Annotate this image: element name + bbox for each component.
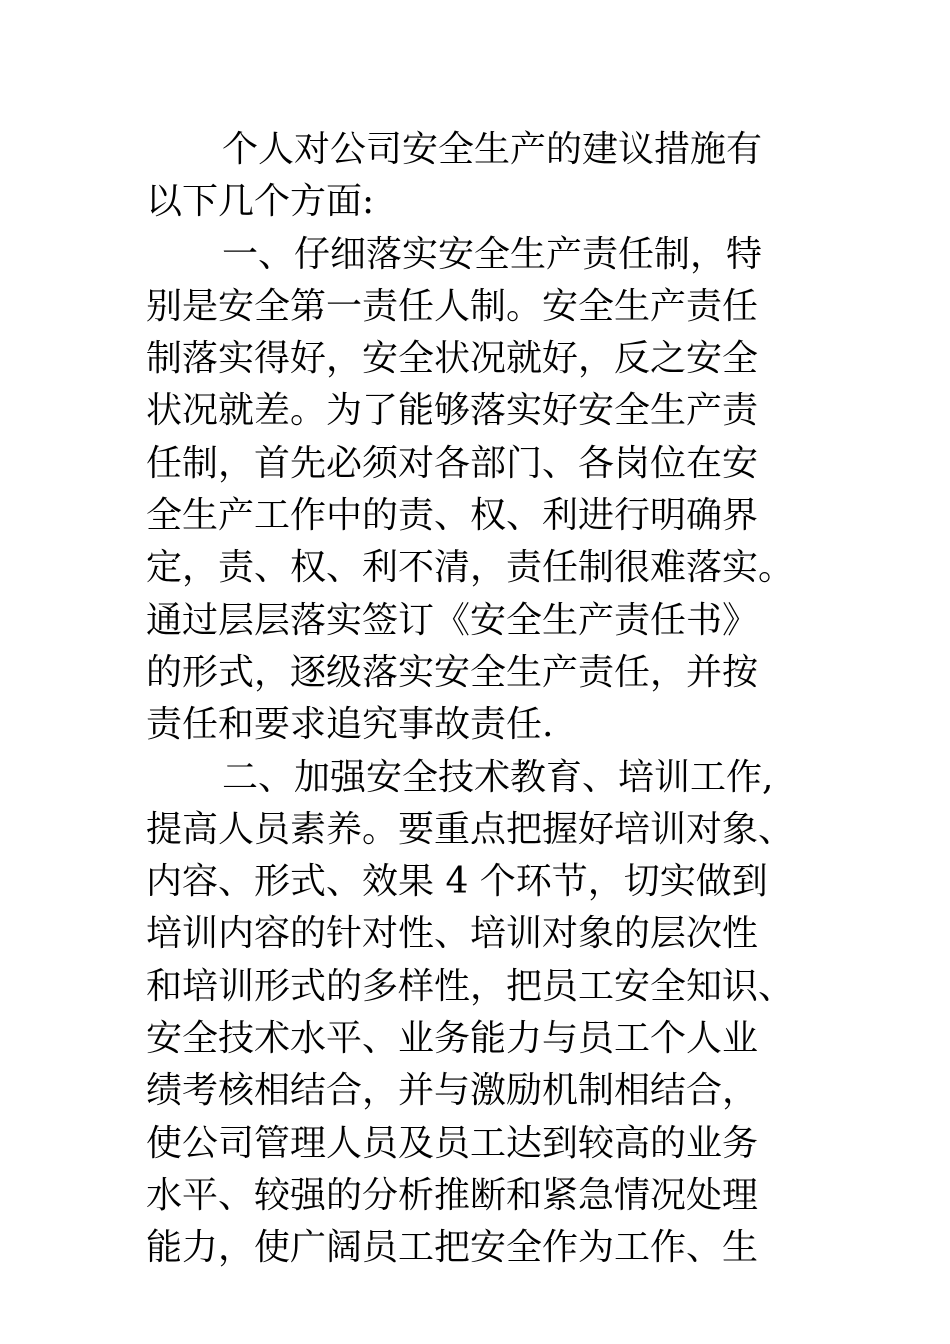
paragraph-line: 责任和要求追究事故责任.: [146, 704, 554, 746]
paragraph-line: 二、加强安全技术教育、培训工作,: [222, 756, 774, 798]
paragraph-line: 绩考核相结合，并与激励机制相结合，: [146, 1070, 759, 1112]
paragraph-line: 以下几个方面:: [146, 181, 375, 223]
paragraph-line: 培训内容的针对性、培训对象的层次性: [146, 913, 759, 955]
paragraph-line: 个人对公司安全生产的建议措施有: [222, 129, 763, 170]
paragraph-line: 制落实得好，安全状况就好，反之安全: [146, 338, 759, 380]
paragraph-line: 提高人员素养。要重点把握好培训对象、: [146, 808, 795, 850]
paragraph-line: 定，责、权、利不清，责任制很难落实。: [146, 547, 795, 589]
document-body: [146, 124, 836, 1275]
paragraph-line: 状况就差。为了能够落实好安全生产责: [146, 390, 759, 432]
paragraph-line: 水平、较强的分析推断和紧急情况处理: [146, 1174, 759, 1216]
paragraph-line: 内容、形式、效果 4 个环节，切实做到: [146, 861, 768, 903]
paragraph-line: 任制，首先必须对各部门、各岗位在安: [146, 442, 759, 484]
paragraph-line: 的形式，逐级落实安全生产责任，并按: [146, 651, 759, 693]
paragraph-line: 能力，使广阔员工把安全作为工作、生: [146, 1227, 759, 1269]
paragraph-line: 和培训形式的多样性，把员工安全知识、: [146, 965, 795, 1007]
paragraph-line: 通过层层落实签订《安全生产责任书》: [146, 599, 759, 641]
paragraph-line: 安全技术水平、业务能力与员工个人业: [146, 1018, 759, 1060]
paragraph-line: 别是安全第一责任人制。安全生产责任: [146, 285, 759, 327]
paragraph-line: 全生产工作中的责、权、利进行明确界: [146, 495, 759, 537]
paragraph-line: 一、仔细落实安全生产责任制，特: [222, 233, 763, 275]
paragraph-line: 使公司管理人员及员工达到较高的业务: [146, 1122, 759, 1164]
